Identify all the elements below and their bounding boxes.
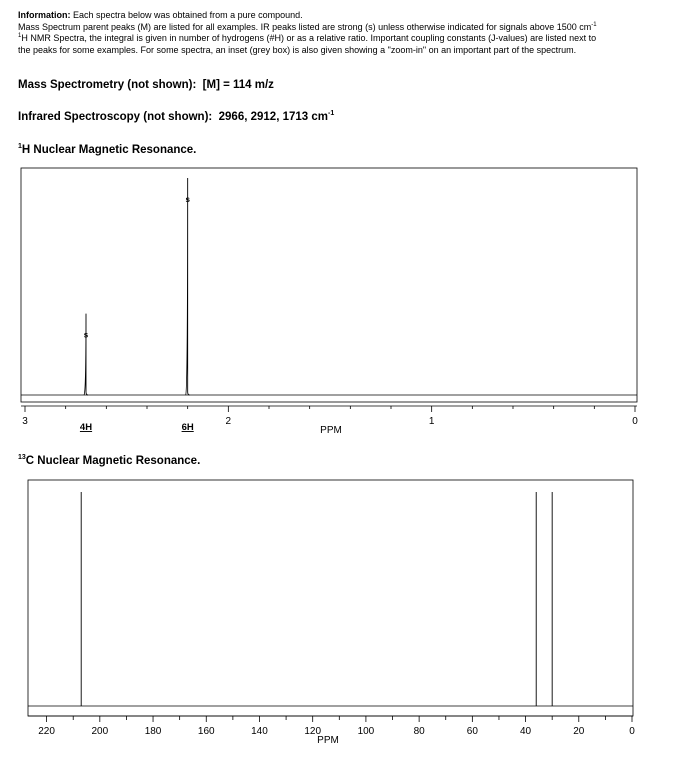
c-nmr-tick-label: 160	[197, 726, 215, 737]
info-label: Information:	[18, 10, 71, 20]
h-nmr-title: H Nuclear Magnetic Resonance.	[21, 144, 197, 156]
info-line3: H NMR Spectra, the integral is given in number of hydrogens (#H) or as a relative ratio. Important coupling constants (J-values) are listed next to	[21, 33, 597, 44]
h-nmr-tick-label: 3	[22, 416, 28, 427]
h-nmr-peak	[186, 178, 190, 395]
info-line4: the peaks for some examples. For some spectra, an inset (grey box) is also given showing a "zoom-in" on an important part of the spectrum.	[18, 44, 577, 55]
mass-spec-value: [M] = 114 m/z	[202, 79, 274, 91]
h-nmr-tick-label: 2	[225, 416, 232, 427]
c-nmr-sup: 13	[18, 454, 26, 462]
h-nmr-tick-label: 0	[632, 416, 638, 427]
h-nmr-sup: 1	[18, 143, 22, 151]
ir-unit-sup: -1	[328, 110, 335, 118]
h-nmr-integral-label: 4H	[79, 422, 93, 433]
c-nmr-tick-label: 180	[144, 726, 162, 737]
info-line2: Mass Spectrum parent peaks (M) are listed for all examples. IR peaks listed are strong (s) unless otherwise indicated for signals above 1500 cm	[18, 21, 592, 32]
h-nmr-multiplicity-label: s	[185, 195, 190, 204]
info-line2-sup: -1	[591, 21, 597, 28]
ir-label: Infrared Spectroscopy (not shown):	[18, 111, 213, 123]
c-nmr-tick-label: 200	[91, 726, 109, 737]
ir-value: 2966, 2912, 1713 cm	[218, 111, 328, 123]
info-line3-sup: 1	[18, 33, 22, 40]
info-line1: Each spectra below was obtained from a pure compound.	[70, 10, 303, 20]
c-nmr-tick-label: 60	[466, 726, 478, 737]
c-nmr-tick-label: 140	[251, 726, 268, 737]
c-nmr-plot	[28, 492, 635, 746]
c-nmr-tick-label: 20	[573, 726, 585, 737]
h-nmr-tick-label: 1	[428, 416, 435, 427]
h-nmr-peak	[84, 314, 88, 395]
h-nmr-plot	[21, 178, 638, 436]
c-nmr-tick-label: 40	[520, 726, 532, 737]
c-nmr-plot-frame	[28, 480, 633, 716]
c-nmr-tick-label: 120	[304, 726, 322, 737]
c-nmr-tick-label: 80	[413, 726, 425, 737]
h-nmr-multiplicity-label: s	[83, 330, 89, 340]
mass-spec-label: Mass Spectrometry (not shown):	[18, 79, 197, 91]
h-nmr-plot-frame	[21, 168, 637, 402]
h-nmr-integral-label: 6H	[181, 422, 194, 433]
c-nmr-x-axis-label: PPM	[317, 735, 339, 746]
c-nmr-title: C Nuclear Magnetic Resonance.	[25, 455, 201, 467]
h-nmr-x-axis-label: PPM	[320, 425, 342, 436]
c-nmr-tick-label: 220	[38, 726, 55, 737]
c-nmr-tick-label: 100	[357, 726, 375, 737]
c-nmr-tick-label: 0	[629, 726, 635, 737]
